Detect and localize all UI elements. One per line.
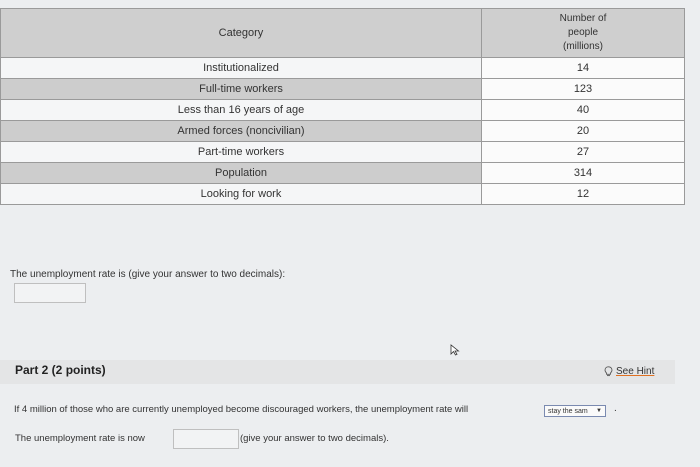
data-table-container xyxy=(0,8,685,205)
row-category: Armed forces (noncivilian) xyxy=(1,121,482,142)
header-category: Category xyxy=(1,9,482,58)
row-category: Looking for work xyxy=(1,184,482,205)
row-value: 40 xyxy=(482,100,685,121)
row-category: Institutionalized xyxy=(1,58,482,79)
lightbulb-icon xyxy=(604,366,613,377)
see-hint-label[interactable]: See Hint xyxy=(616,366,655,377)
row-value: 20 xyxy=(482,121,685,142)
row-value: 314 xyxy=(482,163,685,184)
caret-down-icon: ▼ xyxy=(596,408,602,414)
row-value: 12 xyxy=(482,184,685,205)
rate-now-suffix: (give your answer to two decimals). xyxy=(240,433,389,444)
row-category: Part-time workers xyxy=(1,142,482,163)
rate-now-input[interactable] xyxy=(173,429,239,449)
unemployment-rate-input[interactable] xyxy=(14,283,86,303)
part2-title: Part 2 (2 points) xyxy=(15,363,106,377)
sentence-period: . xyxy=(614,403,617,414)
table-row xyxy=(1,163,685,184)
row-category: Less than 16 years of age xyxy=(1,100,482,121)
row-value: 27 xyxy=(482,142,685,163)
see-hint-link[interactable] xyxy=(604,366,654,377)
row-value: 123 xyxy=(482,79,685,100)
row-category: Full-time workers xyxy=(1,79,482,100)
mouse-pointer-icon xyxy=(450,344,460,356)
header-number-line-2: people xyxy=(567,27,599,38)
header-number-line-1: Number of xyxy=(559,13,607,24)
table-row xyxy=(1,184,685,205)
header-number-line-3: (millions) xyxy=(563,41,603,52)
table-row xyxy=(1,142,685,163)
unemployment-change-select[interactable] xyxy=(544,405,606,417)
table-row xyxy=(1,100,685,121)
table-row xyxy=(1,79,685,100)
table-row xyxy=(1,121,685,142)
rate-now-prefix: The unemployment rate is now xyxy=(15,433,145,444)
question1-prompt: The unemployment rate is (give your answer to two decimals): xyxy=(10,269,286,280)
data-table xyxy=(0,8,685,205)
part2-question: If 4 million of those who are currently unemployed become discouraged workers, the unemployment rate will xyxy=(14,404,469,415)
row-value: 14 xyxy=(482,58,685,79)
select-value: stay the sam xyxy=(548,407,588,415)
table-row xyxy=(1,58,685,79)
row-category: Population xyxy=(1,163,482,184)
header-number-of-people xyxy=(482,9,685,58)
